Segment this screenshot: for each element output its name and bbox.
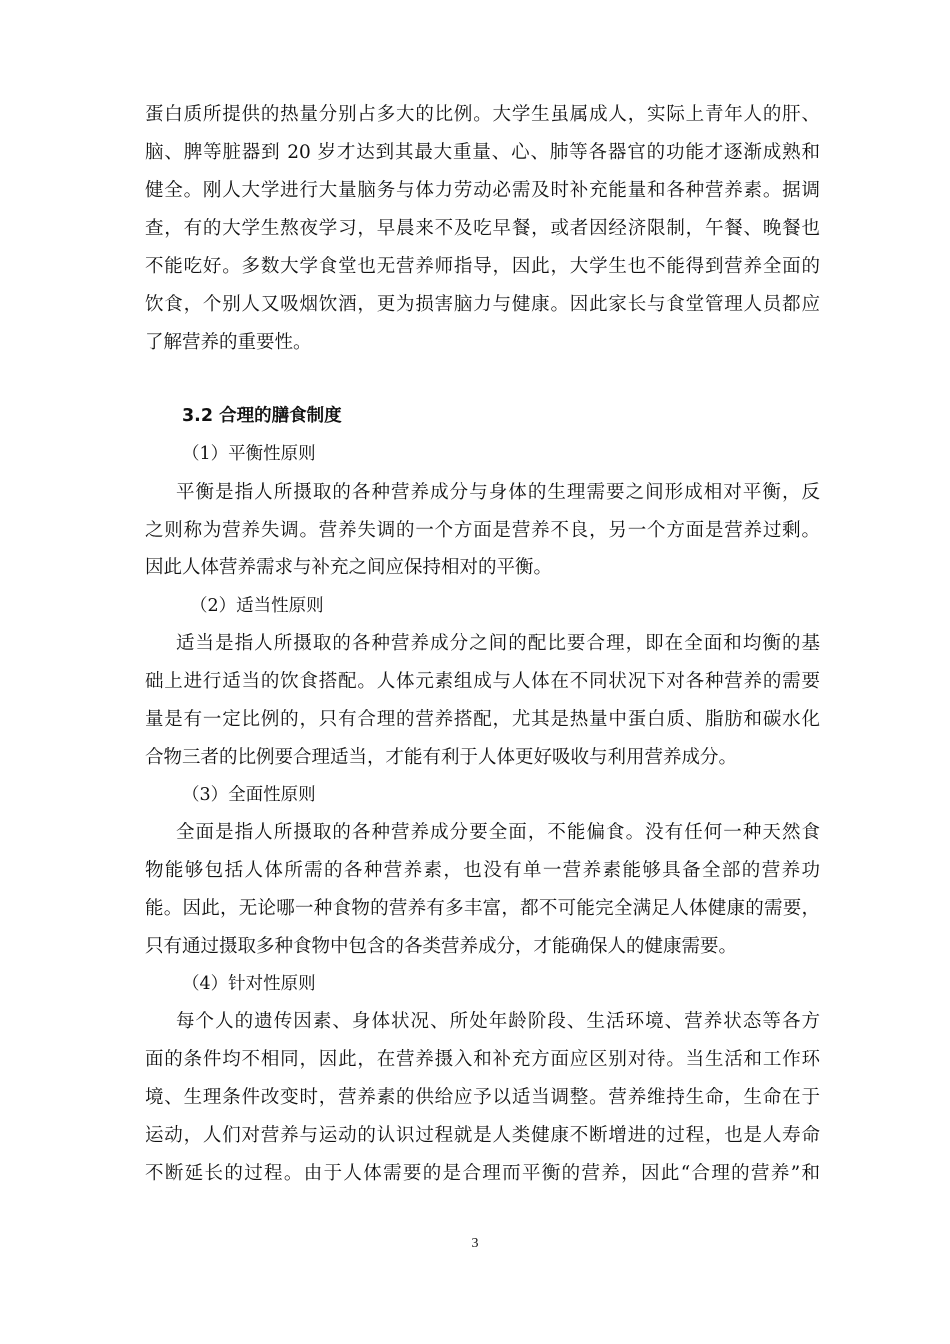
intro-line-1: 蛋白质所提供的热量分别占多大的比例。大学生虽属成人，实际上青年人的肝、 [145,104,820,125]
principle-2-line-2: 础上进行适当的饮食搭配。人体元素组成与人体在不同状况下对各种营养的需要 [145,671,820,692]
principle-4-title: （4）针对性原则 [182,974,316,994]
principle-3-line-2: 物能够包括人体所需的各种营养素，也没有单一营养素能够具备全部的营养功 [145,860,820,881]
principle-4-line-3: 境、生理条件改变时，营养素的供给应予以适当调整。营养维持生命，生命在于 [145,1087,820,1108]
principle-3-line-3: 能。因此，无论哪一种食物的营养有多丰富，都不可能完全满足人体健康的需要， [145,898,820,919]
principle-3-title: （3）全面性原则 [182,785,316,805]
intro-line-6: 饮食，个别人又吸烟饮酒，更为损害脑力与健康。因此家长与食堂管理人员都应 [145,294,820,315]
principle-2-line-4: 合物三者的比例要合理适当，才能有利于人体更好吸收与利用营养成分。 [145,747,738,768]
intro-line-5: 不能吃好。多数大学食堂也无营养师指导，因此，大学生也不能得到营养全面的 [145,256,820,277]
principle-4-line-1: 每个人的遗传因素、身体状况、所处年龄阶段、生活环境、营养状态等各方 [176,1011,820,1032]
principle-1-line-2: 之则称为营养失调。营养失调的一个方面是营养不良，另一个方面是营养过剩。 [145,520,820,541]
intro-line-7: 了解营养的重要性。 [145,332,312,353]
section-heading: 3.2 合理的膳食制度 [182,406,342,426]
intro-line-2: 脑、脾等脏器到 20 岁才达到其最大重量、心、肺等各器官的功能才逐渐成熟和 [145,142,820,163]
principle-3-line-4: 只有通过摄取多种食物中包含的各类营养成分，才能确保人的健康需要。 [145,936,738,957]
principle-4-line-5: 不断延长的过程。由于人体需要的是合理而平衡的营养，因此“合理的营养”和 [145,1163,820,1184]
principle-2-title: （2）适当性原则 [190,596,324,616]
principle-4-line-4: 运动，人们对营养与运动的认识过程就是人类健康不断增进的过程，也是人寿命 [145,1125,820,1146]
principle-3-line-1: 全面是指人所摄取的各种营养成分要全面，不能偏食。没有任何一种天然食 [176,822,820,843]
principle-1-line-1: 平衡是指人所摄取的各种营养成分与身体的生理需要之间形成相对平衡，反 [176,482,820,503]
principle-2-line-3: 量是有一定比例的，只有合理的营养搭配，尤其是热量中蛋白质、脂肪和碳水化 [145,709,820,730]
principle-4-line-2: 面的条件均不相同，因此，在营养摄入和补充方面应区别对待。当生活和工作环 [145,1049,820,1070]
intro-line-3: 健全。刚人大学进行大量脑务与体力劳动必需及时补充能量和各种营养素。据调 [145,180,820,201]
principle-2-line-1: 适当是指人所摄取的各种营养成分之间的配比要合理，即在全面和均衡的基 [176,633,820,654]
intro-line-4: 查，有的大学生熬夜学习，早晨来不及吃早餐，或者因经济限制，午餐、晚餐也 [145,218,820,239]
principle-1-title: （1）平衡性原则 [182,444,316,464]
page-number: 3 [471,1236,479,1251]
principle-1-line-3: 因此人体营养需求与补充之间应保持相对的平衡。 [145,557,553,578]
